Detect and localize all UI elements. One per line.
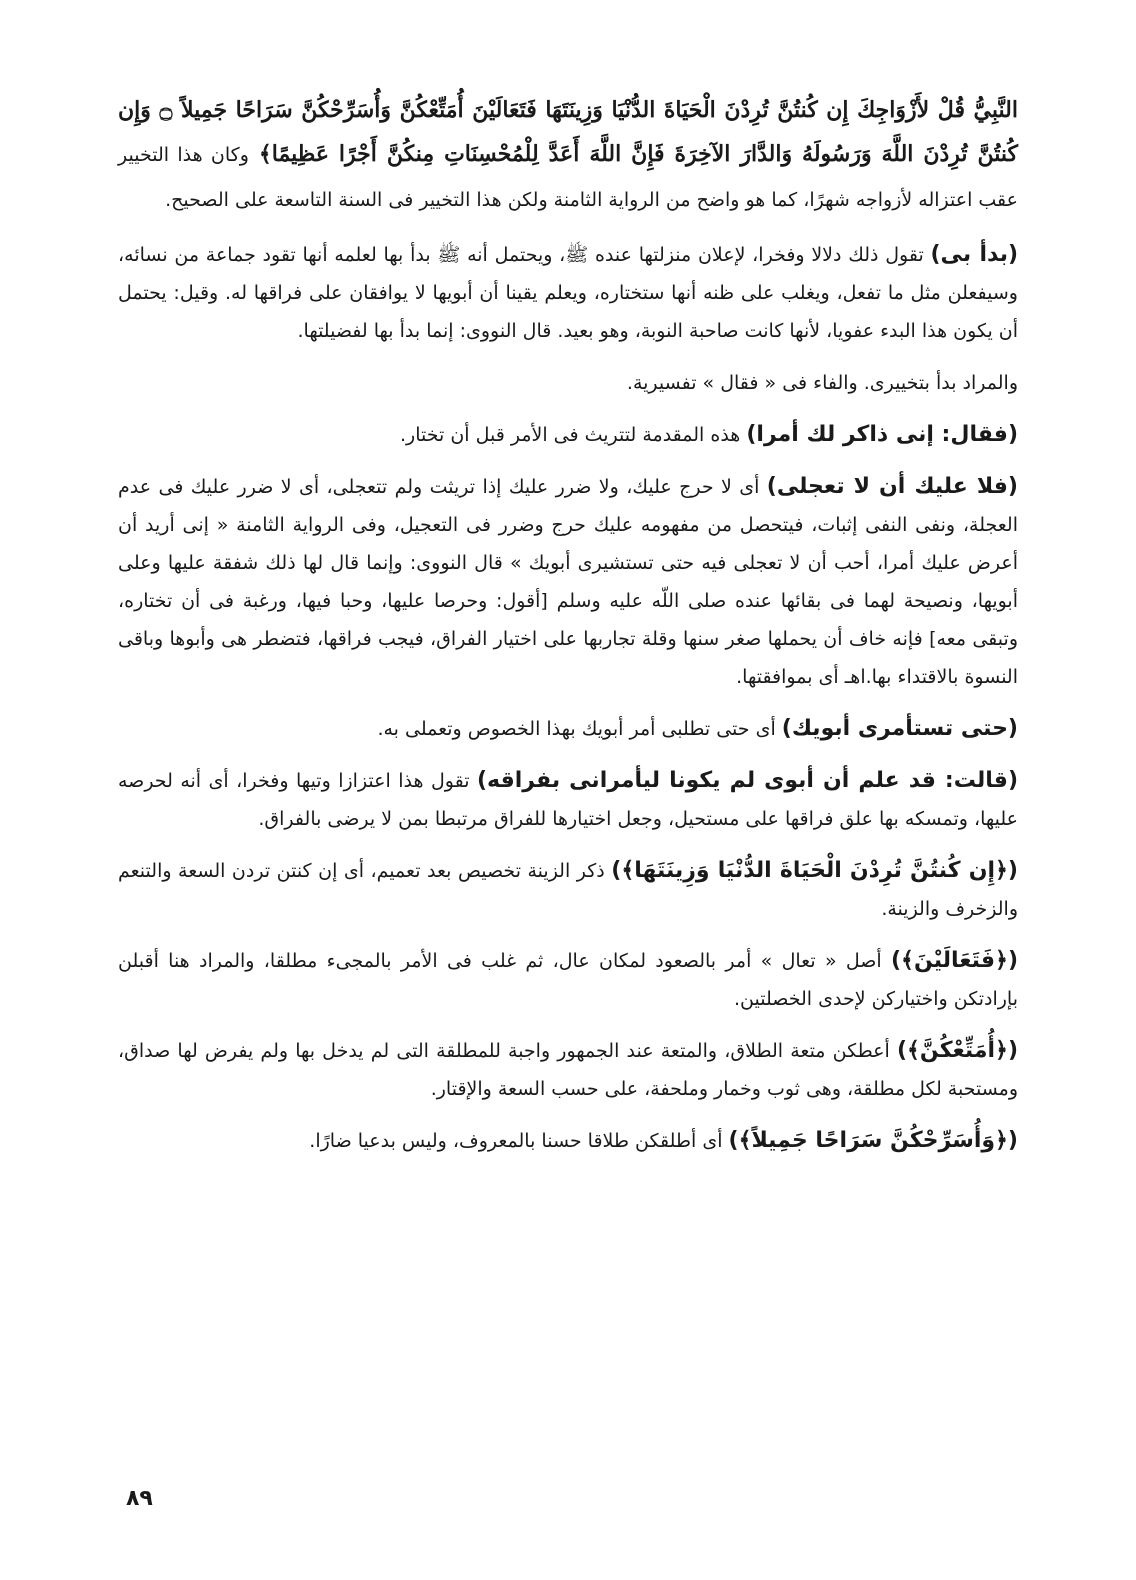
paragraph-text: أصل « تعال » أمر بالصعود لمكان عال، ثم غلب فى الأمر بالمجىء مطلقا، والمراد هنا أقبلن بإرادتكن واختياركن لإحدى الخصلتين. [118,950,1018,1010]
paragraph-text: هذه المقدمة لتتريث فى الأمر قبل أن تختار. [399,424,747,446]
page-content [118,88,1018,1174]
paragraph-in-kuntunna [118,852,1018,928]
term-heading: (فلا عليك أن لا تعجلى) [766,474,1018,499]
paragraph-text: أعطكن متعة الطلاق، والمتعة عند الجمهور واجبة للمطلقة التى لم يدخل بها ولم يفرض لها صداق، ومستحبة لكل مطلقة، وهى ثوب وخمار وملحفة، على حسب السعة والإقتار. [118,1040,1018,1100]
term-heading: (﴿وَأُسَرِّحْكُنَّ سَرَاحًا جَمِيلاً﴾) [728,1128,1018,1153]
term-heading: (حتى تستأمرى أبويك) [781,716,1018,741]
term-heading: (﴿فَتَعَالَيْنَ﴾) [891,948,1018,973]
paragraph-fataalayna [118,942,1018,1018]
term-heading: (﴿أُمَتِّعْكُنَّ﴾) [896,1038,1018,1063]
page-number: ٨٩ [126,1486,153,1511]
paragraph-fala-alayki [118,468,1018,696]
paragraph-bada-bi [118,236,1018,350]
paragraph-usarrihkunna [118,1122,1018,1160]
term-heading: (قالت: قد علم أن أبوى لم يكونا ليأمرانى بفراقه) [476,768,1018,793]
term-heading: (بدأ بى) [930,242,1019,267]
paragraph-text: تقول هذا اعتزازا وتيها وفخرا، أى أنه لحرصه عليها، وتمسكه بها علق فراقها على مستحيل، وجعل اختيارها للفراق مرتبطا بمن لا يرضى بالفراق. [118,770,1018,830]
paragraph-hatta-tastamiri [118,710,1018,748]
opening-paragraph [118,88,1018,222]
paragraph-qalat [118,762,1018,838]
quran-verse: النَّبِيُّ قُلْ لأَزْوَاجِكَ إِن كُنتُنَّ تُرِدْنَ الْحَيَاةَ الدُّنْيَا وَزِينَتَهَا فَتَعَالَيْنَ أُمَتِّعْكُنَّ وَأُسَرِّحْكُنَّ سَرَاحًا جَمِيلاً ۝ وَإِن كُنتُنَّ تُرِدْنَ اللَّهَ وَرَسُولَهُ وَالدَّارَ الآخِرَةَ فَإِنَّ اللَّهَ أَعَدَّ لِلْمُحْسِنَاتِ مِنكُنَّ أَجْرًا عَظِيمًا﴾ [118,97,1018,167]
paragraph-text: أى لا حرج عليك، ولا ضرر عليك إذا تريثت ولم تتعجلى، أى لا ضرر عليك فى عدم العجلة، ونفى النفى إثبات، فيتحصل من مفهومه عليك حرج وضرر فى التعجيل، وفى الرواية الثامنة « إنى أريد أن أعرض عليك أمرا، أحب أن لا تعجلى فيه حتى تستشيرى أبويك » قال النووى: وإنما قال لها ذلك شفقة عليها وعلى أبويها، ونصيحة لهما فى بقائها عنده صلى اللّه عليه وسلم [أقول: وحرصا عليها، وحبا فيها، ورغبة فى أن تختاره، وتبقى معه] فإنه خاف أن يحملها صغر سنها وقلة تجاربها على اختيار الفراق، فيجب فراقها، فتضطر هى وأبوها وباقى النسوة بالاقتداء بها.اهـ أى بموافقتها. [118,476,1018,688]
paragraph-text: والمراد بدأ بتخييرى. والفاء فى « فقال » تفسيرية. [626,372,1018,394]
paragraph-text: أى حتى تطلبى أمر أبويك بهذا الخصوص وتعملى به. [377,718,782,740]
paragraph-text: تقول ذلك دلالا وفخرا، لإعلان منزلتها عنده ﷺ، ويحتمل أنه ﷺ بدأ بها لعلمه أنها تقود جماعة من نسائه، وسيفعلن مثل ما تفعل، ويغلب على ظنه أنها ستختاره، ويعلم يقينا أن أبويها لا يوافقان على فراقها له. وقيل: يحتمل أن يكون هذا البدء عفويا، لأنها كانت صاحبة النوبة، وهو بعيد. قال النووى: إنما بدأ بها لفضيلتها. [118,244,1018,342]
paragraph-text: ذكر الزينة تخصيص بعد تعميم، أى إن كنتن تردن السعة والتنعم والزخرف والزينة. [118,860,1018,920]
paragraph-murad [118,364,1018,402]
paragraph-faqal [118,416,1018,454]
term-heading: (﴿إِن كُنتُنَّ تُرِدْنَ الْحَيَاةَ الدُّنْيَا وَزِينَتَهَا﴾) [611,858,1018,883]
opening-commentary: وكان هذا التخيير عقب اعتزاله لأزواجه شهرًا، كما هو واضح من الرواية الثامنة ولكن هذا التخيير فى السنة التاسعة على الصحيح. [118,144,1018,211]
term-heading: (فقال: إنى ذاكر لك أمرا) [746,422,1018,447]
paragraph-text: أى أطلقكن طلاقا حسنا بالمعروف، وليس بدعيا ضارًا. [309,1130,729,1152]
paragraph-umattikunna [118,1032,1018,1108]
